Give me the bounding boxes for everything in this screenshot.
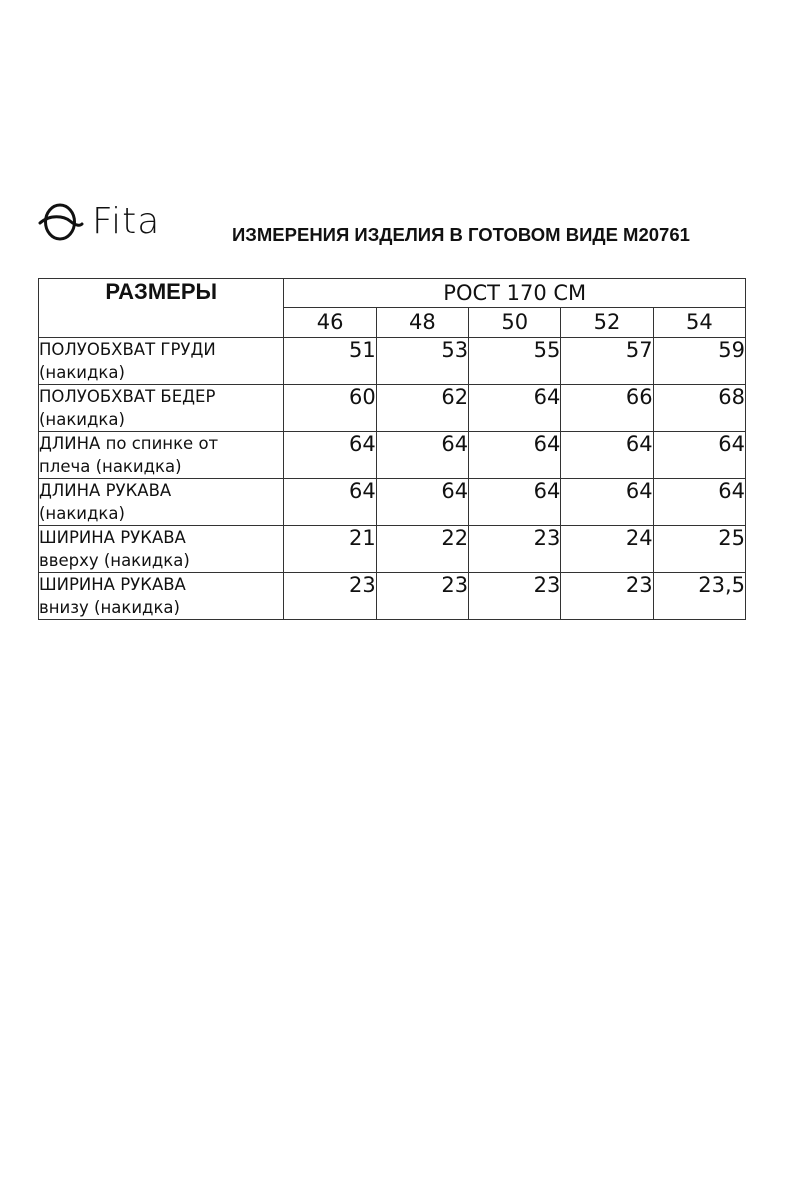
cell-value: 22 xyxy=(376,526,468,573)
row-label xyxy=(39,432,284,479)
cell-value: 23 xyxy=(284,573,376,620)
label-line2: плеча (накидка) xyxy=(39,457,182,476)
cell-value: 64 xyxy=(653,479,745,526)
cell-value: 21 xyxy=(284,526,376,573)
table-row xyxy=(39,338,746,385)
table-row xyxy=(39,432,746,479)
table-row xyxy=(39,479,746,526)
cell-value: 64 xyxy=(376,479,468,526)
label-line2: (накидка) xyxy=(39,504,125,523)
cell-value: 23 xyxy=(376,573,468,620)
cell-value: 68 xyxy=(653,385,745,432)
cell-value: 64 xyxy=(469,432,561,479)
cell-value: 55 xyxy=(469,338,561,385)
label-line1: ШИРИНА РУКАВА xyxy=(39,528,186,547)
brand-name: Fita xyxy=(92,201,161,242)
height-header: РОСТ 170 СМ xyxy=(284,279,746,308)
label-line2: (накидка) xyxy=(39,363,125,382)
header-row xyxy=(39,279,746,308)
cell-value: 57 xyxy=(561,338,653,385)
row-label xyxy=(39,479,284,526)
row-label xyxy=(39,338,284,385)
cell-value: 66 xyxy=(561,385,653,432)
cell-value: 64 xyxy=(284,479,376,526)
row-label xyxy=(39,526,284,573)
measurement-table xyxy=(38,278,746,620)
row-label xyxy=(39,573,284,620)
size-46: 46 xyxy=(284,308,376,338)
table-row xyxy=(39,573,746,620)
cell-value: 60 xyxy=(284,385,376,432)
label-line1: ПОЛУОБХВАТ ГРУДИ xyxy=(39,340,216,359)
table-row xyxy=(39,526,746,573)
label-line2: вверху (накидка) xyxy=(39,551,190,570)
cell-value: 64 xyxy=(653,432,745,479)
cell-value: 59 xyxy=(653,338,745,385)
label-line1: ПОЛУОБХВАТ БЕДЕР xyxy=(39,387,216,406)
row-label xyxy=(39,385,284,432)
table-row xyxy=(39,385,746,432)
label-line1: ДЛИНА по спинке от xyxy=(39,434,219,453)
size-48: 48 xyxy=(376,308,468,338)
label-line1: ДЛИНА РУКАВА xyxy=(39,481,172,500)
cell-value: 64 xyxy=(376,432,468,479)
cell-value: 23 xyxy=(469,526,561,573)
cell-value: 64 xyxy=(284,432,376,479)
label-line2: внизу (накидка) xyxy=(39,598,180,617)
cell-value: 23 xyxy=(561,573,653,620)
cell-value: 64 xyxy=(469,385,561,432)
cell-value: 51 xyxy=(284,338,376,385)
document-title: ИЗМЕРЕНИЯ ИЗДЕЛИЯ В ГОТОВОМ ВИДЕ М20761 xyxy=(232,224,690,245)
cell-value: 24 xyxy=(561,526,653,573)
brand-logo xyxy=(38,200,160,244)
label-line1: ШИРИНА РУКАВА xyxy=(39,575,186,594)
size-52: 52 xyxy=(561,308,653,338)
cell-value: 62 xyxy=(376,385,468,432)
cell-value: 64 xyxy=(561,432,653,479)
sizes-header: РАЗМЕРЫ xyxy=(39,279,284,338)
cell-value: 25 xyxy=(653,526,745,573)
cell-value: 64 xyxy=(469,479,561,526)
cell-value: 23 xyxy=(469,573,561,620)
theta-wave-icon xyxy=(38,200,84,244)
size-50: 50 xyxy=(469,308,561,338)
label-line2: (накидка) xyxy=(39,410,125,429)
cell-value: 64 xyxy=(561,479,653,526)
size-54: 54 xyxy=(653,308,745,338)
cell-value: 23,5 xyxy=(653,573,745,620)
cell-value: 53 xyxy=(376,338,468,385)
